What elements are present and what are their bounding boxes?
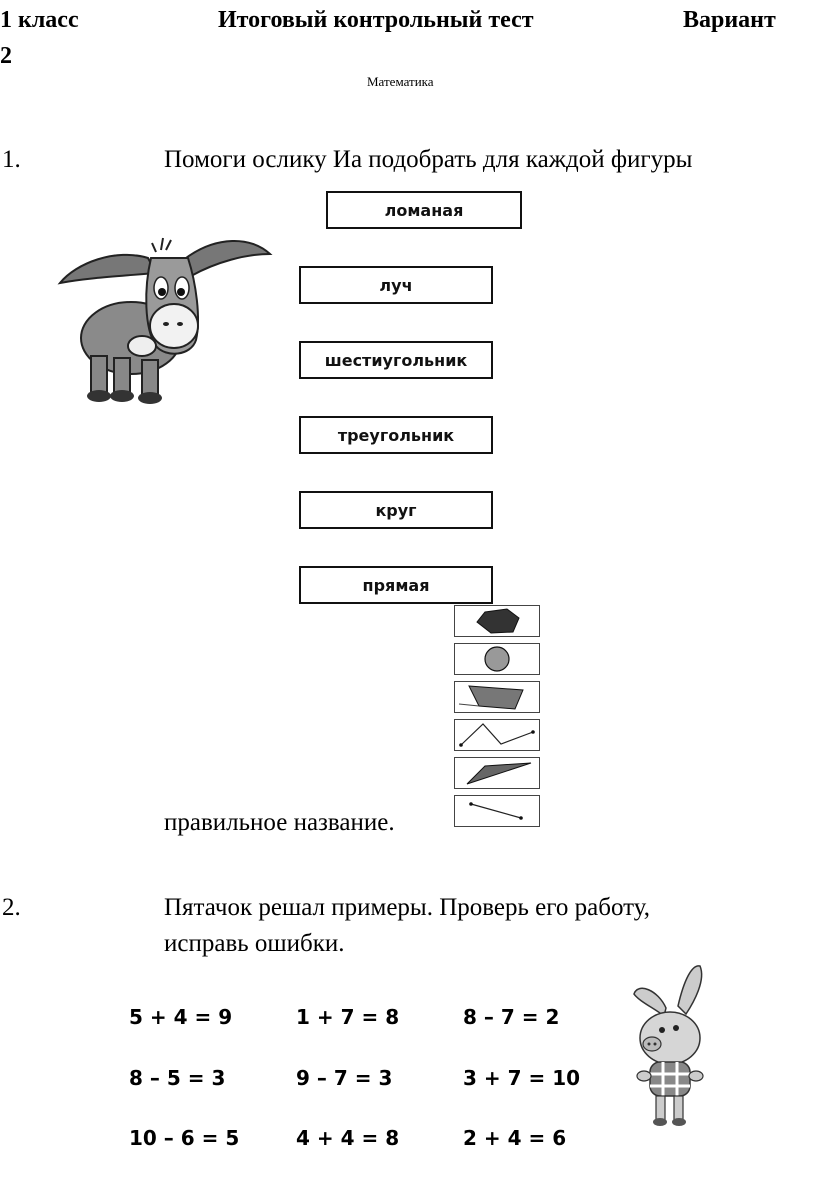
equation: 8 – 7 = 2 xyxy=(463,1005,560,1029)
equation: 3 + 7 = 10 xyxy=(463,1066,581,1090)
equation: 10 – 6 = 5 xyxy=(129,1126,240,1150)
polyline-shape xyxy=(454,719,540,751)
equation: 1 + 7 = 8 xyxy=(296,1005,400,1029)
piglet-illustration xyxy=(628,960,710,1130)
triangle-shape xyxy=(454,757,540,789)
equation: 2 + 4 = 6 xyxy=(463,1126,567,1150)
hexagon-shape xyxy=(454,605,540,637)
grade-label: 1 класс xyxy=(0,7,79,33)
equation: 8 – 5 = 3 xyxy=(129,1066,226,1090)
variant-label: Вариант xyxy=(683,7,776,33)
variant-number: 2 xyxy=(0,43,12,69)
task1-text-end: правильное название. xyxy=(164,809,395,836)
equation: 9 – 7 = 3 xyxy=(296,1066,393,1090)
task1-number: 1. xyxy=(2,146,21,173)
task2-text-line1: Пятачок решал примеры. Проверь его работу, xyxy=(164,894,650,921)
label-ray: луч xyxy=(299,266,493,304)
test-title: Итоговый контрольный тест xyxy=(218,7,534,33)
subject-label: Математика xyxy=(367,74,434,89)
label-hexagon: шестиугольник xyxy=(299,341,493,379)
segment-shape xyxy=(454,795,540,827)
task2-text-line2: исправь ошибки. xyxy=(164,930,345,957)
donkey-illustration xyxy=(56,228,276,406)
task2-number: 2. xyxy=(2,894,21,921)
equation: 5 + 4 = 9 xyxy=(129,1005,233,1029)
quadrilateral-shape xyxy=(454,681,540,713)
task1-text: Помоги ослику Иа подобрать для каждой фигуры xyxy=(164,146,693,173)
label-circle: круг xyxy=(299,491,493,529)
label-polyline: ломаная xyxy=(326,191,522,229)
circle-shape xyxy=(454,643,540,675)
label-line: прямая xyxy=(299,566,493,604)
label-triangle: треугольник xyxy=(299,416,493,454)
equation: 4 + 4 = 8 xyxy=(296,1126,400,1150)
